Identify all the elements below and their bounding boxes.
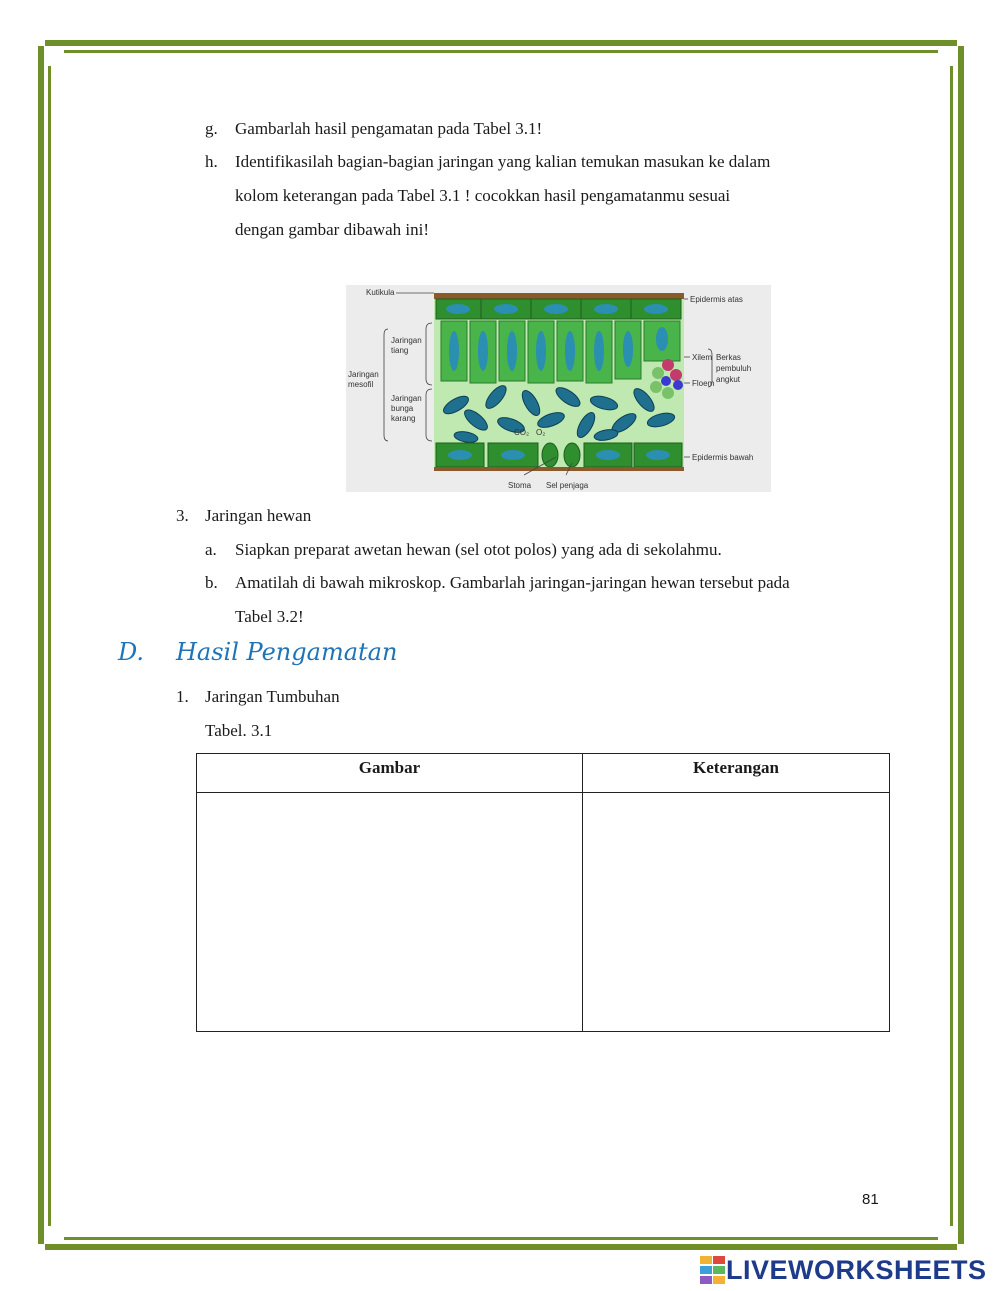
section-d-letter: D. <box>118 638 145 666</box>
frame-bottom-inner <box>64 1237 938 1240</box>
step-g-marker: g. <box>205 119 218 138</box>
section-3a-text: Siapkan preparat awetan hewan (sel otot polos) yang ada di sekolahmu. <box>235 540 722 559</box>
table-caption: Tabel. 3.1 <box>205 721 273 740</box>
label-stoma: Stoma <box>508 481 532 490</box>
section-3-title: Jaringan hewan <box>205 506 312 525</box>
section-3b-text-line1: Amatilah di bawah mikroskop. Gambarlah jaringan-jaringan hewan tersebut pada <box>235 573 790 592</box>
frame-left-inner <box>48 66 51 1226</box>
label-epidermis-bawah: Epidermis bawah <box>692 453 754 462</box>
label-o2: O₂ <box>536 428 546 437</box>
section-d-heading <box>118 638 398 666</box>
step-h-text-line1: Identifikasilah bagian-bagian jaringan yang kalian temukan masukan ke dalam <box>235 152 771 171</box>
label-jaringan-tiang-2: tiang <box>391 346 409 355</box>
frame-bottom <box>45 1244 957 1250</box>
drawing-cell[interactable] <box>197 793 583 1032</box>
label-jaringan-mesofil-1: Jaringan <box>348 370 379 379</box>
item-1-marker: 1. <box>176 687 189 706</box>
page-number: 81 <box>862 1191 879 1208</box>
upper-epidermis <box>436 299 681 319</box>
label-berkas-2: pembuluh <box>716 364 752 373</box>
section-d-title: Hasil Pengamatan <box>176 638 398 666</box>
label-xilem: Xilem <box>692 353 713 362</box>
observation-table <box>196 753 890 1032</box>
label-jaringan-tiang-1: Jaringan <box>391 336 422 345</box>
description-cell[interactable] <box>583 793 890 1032</box>
frame-left <box>38 46 44 1244</box>
frame-top-inner <box>64 50 938 53</box>
step-h-marker: h. <box>205 152 218 171</box>
liveworksheets-brand-text: LIVEWORKSHEETS <box>726 1254 987 1285</box>
label-jaringan-bunga-karang-2: bunga <box>391 404 414 413</box>
step-h-text-line3: dengan gambar dibawah ini! <box>235 220 430 239</box>
label-berkas-1: Berkas <box>716 353 741 362</box>
label-epidermis-atas: Epidermis atas <box>690 295 743 304</box>
leaf-cross-section-figure <box>346 285 771 492</box>
table-header-gambar: Gambar <box>197 754 583 793</box>
section-3a-marker: a. <box>205 540 217 559</box>
table-header-keterangan: Keterangan <box>583 754 890 793</box>
section-3-marker: 3. <box>176 506 189 525</box>
section-3b-text-line2: Tabel 3.2! <box>235 607 304 626</box>
label-jaringan-mesofil-2: mesofil <box>348 380 374 389</box>
step-h-text-line2: kolom keterangan pada Tabel 3.1 ! cocokkan hasil pengamatanmu sesuai <box>235 186 731 205</box>
frame-top <box>45 40 957 46</box>
frame-right-inner <box>950 66 953 1226</box>
liveworksheets-icon <box>700 1256 726 1284</box>
liveworksheets-logo <box>700 1254 987 1286</box>
label-kutikula: Kutikula <box>366 288 395 297</box>
cuticle <box>434 293 684 299</box>
label-jaringan-bunga-karang-3: karang <box>391 414 416 423</box>
item-1-title: Jaringan Tumbuhan <box>205 687 340 706</box>
label-floem: Floem <box>692 379 715 388</box>
label-co2: CO₂ <box>514 428 530 437</box>
frame-right <box>958 46 964 1244</box>
step-g-text: Gambarlah hasil pengamatan pada Tabel 3.1! <box>235 119 543 138</box>
section-3b-marker: b. <box>205 573 218 592</box>
label-jaringan-bunga-karang-1: Jaringan <box>391 394 422 403</box>
label-sel-penjaga: Sel penjaga <box>546 481 589 490</box>
label-berkas-3: angkut <box>716 375 741 384</box>
